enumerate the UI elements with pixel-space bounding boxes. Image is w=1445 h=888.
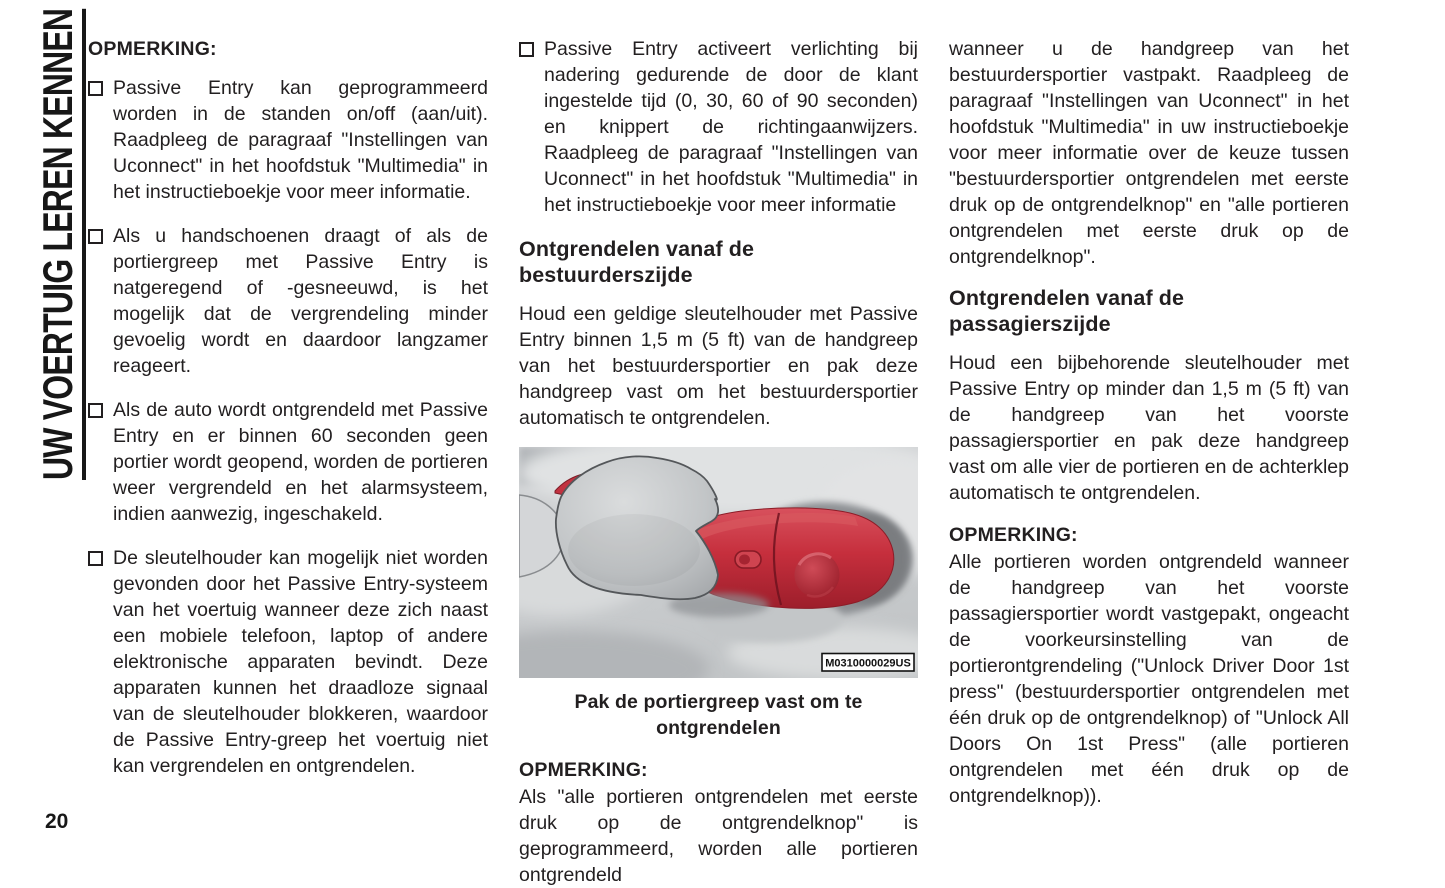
column-left bbox=[88, 36, 488, 797]
square-bullet-icon bbox=[88, 403, 103, 418]
square-bullet-icon bbox=[88, 551, 103, 566]
watermark-label bbox=[822, 654, 914, 672]
square-bullet-icon bbox=[88, 81, 103, 96]
note-heading: OPMERKING: bbox=[949, 524, 1078, 546]
list-item-text: De sleutelhouder kan mogelijk niet worden gevonden door het Passive Entry-systeem van het voertuig wanneer deze zich naast een mobiele telefoon, laptop of andere elektronische apparaten bevindt. Deze apparaten kunnen het draadloze signaal van de sleutelhouder blokkeren, waardoor de Passive Entry-greep het voertuig niet kan vergrendelen en ontgrendelen. bbox=[113, 547, 488, 777]
page-number: 20 bbox=[45, 810, 69, 833]
section-body: Houd een geldige sleutelhouder met Passive Entry binnen 1,5 m (5 ft) van de handgreep van het bestuurdersportier en pak deze handgreep vast om het bestuurdersportier automatisch te ontgrendelen. bbox=[519, 303, 918, 429]
section-heading-driver-side: Ontgrendelen vanaf de bestuurderszijde bbox=[519, 237, 755, 287]
column-middle bbox=[519, 36, 918, 888]
square-bullet-icon bbox=[88, 229, 103, 244]
list-item-text: Als u handschoenen draagt of als de portiergreep met Passive Entry is natgeregend of -gesneeuwd, is het mogelijk dat de vergrendeling minder gevoelig wordt en daardoor langzamer reageert. bbox=[113, 225, 488, 377]
figure-caption: Pak de portiergreep vast om te ontgrendelen bbox=[574, 691, 863, 739]
continuation-paragraph: wanneer u de handgreep van het bestuurdersportier vastpakt. Raadpleeg de paragraaf "Instellingen van Uconnect" in het hoofdstuk "Multimedia" in uw instructieboekje voor meer informatie over de keuze tussen "bestuurdersportier ontgrendelen met eerste druk op de ontgrendelknop" en "alle portieren ontgrendelen met eerste druk op de ontgrendelknop". bbox=[949, 38, 1349, 268]
door-handle-figure bbox=[519, 447, 918, 741]
section-body: Houd een bijbehorende sleutelhouder met Passive Entry op minder dan 1,5 m (5 ft) van de handgreep van het voorste passagiersportier en pak deze handgreep vast om alle vier de portieren en de achterklep automatisch te ontgrendelen. bbox=[949, 352, 1349, 504]
handle-button bbox=[735, 551, 761, 568]
note-body: Als "alle portieren ontgrendelen met eerste druk op de ontgrendelknop" is geprogrammeerd, worden alle portieren ontgrendeld bbox=[519, 786, 918, 886]
list-item-text: Passive Entry kan geprogrammeerd worden in de standen on/off (aan/uit). Raadpleeg de paragraaf "Instellingen van Uconnect" in het hoofdstuk "Multimedia" in het instructieboekje voor meer informatie. bbox=[113, 77, 488, 203]
note-body: Alle portieren worden ontgrendeld wanneer de handgreep van het voorste passagiersportier wordt vastgepakt, ongeacht de voorkeursinstelling van de portierontgrendeling ("Unlock Driver Door 1st press" (bestuurdersportier ontgrendelen met één druk op de ontgrendelknop) of "Unlock All Doors On 1st Press" (alle portieren ontgrendelen met één druk op de ontgrendelknop)). bbox=[949, 551, 1349, 807]
note-heading: OPMERKING: bbox=[519, 759, 648, 781]
list-item bbox=[88, 75, 488, 205]
list-item bbox=[88, 397, 488, 527]
list-item bbox=[519, 36, 918, 218]
door-handle-illustration bbox=[519, 447, 918, 678]
chapter-title-vertical: UW VOERTUIG LEREN KENNEN bbox=[37, 9, 86, 480]
column-right bbox=[949, 36, 1349, 809]
note-heading: OPMERKING: bbox=[88, 38, 217, 60]
watermark-text: M0310000029US bbox=[825, 657, 911, 670]
list-item bbox=[88, 223, 488, 379]
square-bullet-icon bbox=[519, 42, 534, 57]
list-item-text: Als de auto wordt ontgrendeld met Passive Entry en er binnen 60 seconden geen portier wordt geopend, worden de portieren weer vergrendeld en het alarmsysteem, indien aanwezig, ingeschakeld. bbox=[113, 399, 488, 525]
list-item-text: Passive Entry activeert verlichting bij nadering gedurende de door de klant ingestelde tijd (0, 30, 60 of 90 seconden) en knippert de richtingaanwijzers. Raadpleeg de paragraaf "Instellingen van Uconnect" in het hoofdstuk "Multimedia" in het instructieboekje voor meer informatie bbox=[544, 38, 918, 216]
keyhole bbox=[795, 553, 840, 598]
list-item bbox=[88, 545, 488, 779]
section-heading-passenger-side: Ontgrendelen vanaf de passagierszijde bbox=[949, 286, 1185, 336]
